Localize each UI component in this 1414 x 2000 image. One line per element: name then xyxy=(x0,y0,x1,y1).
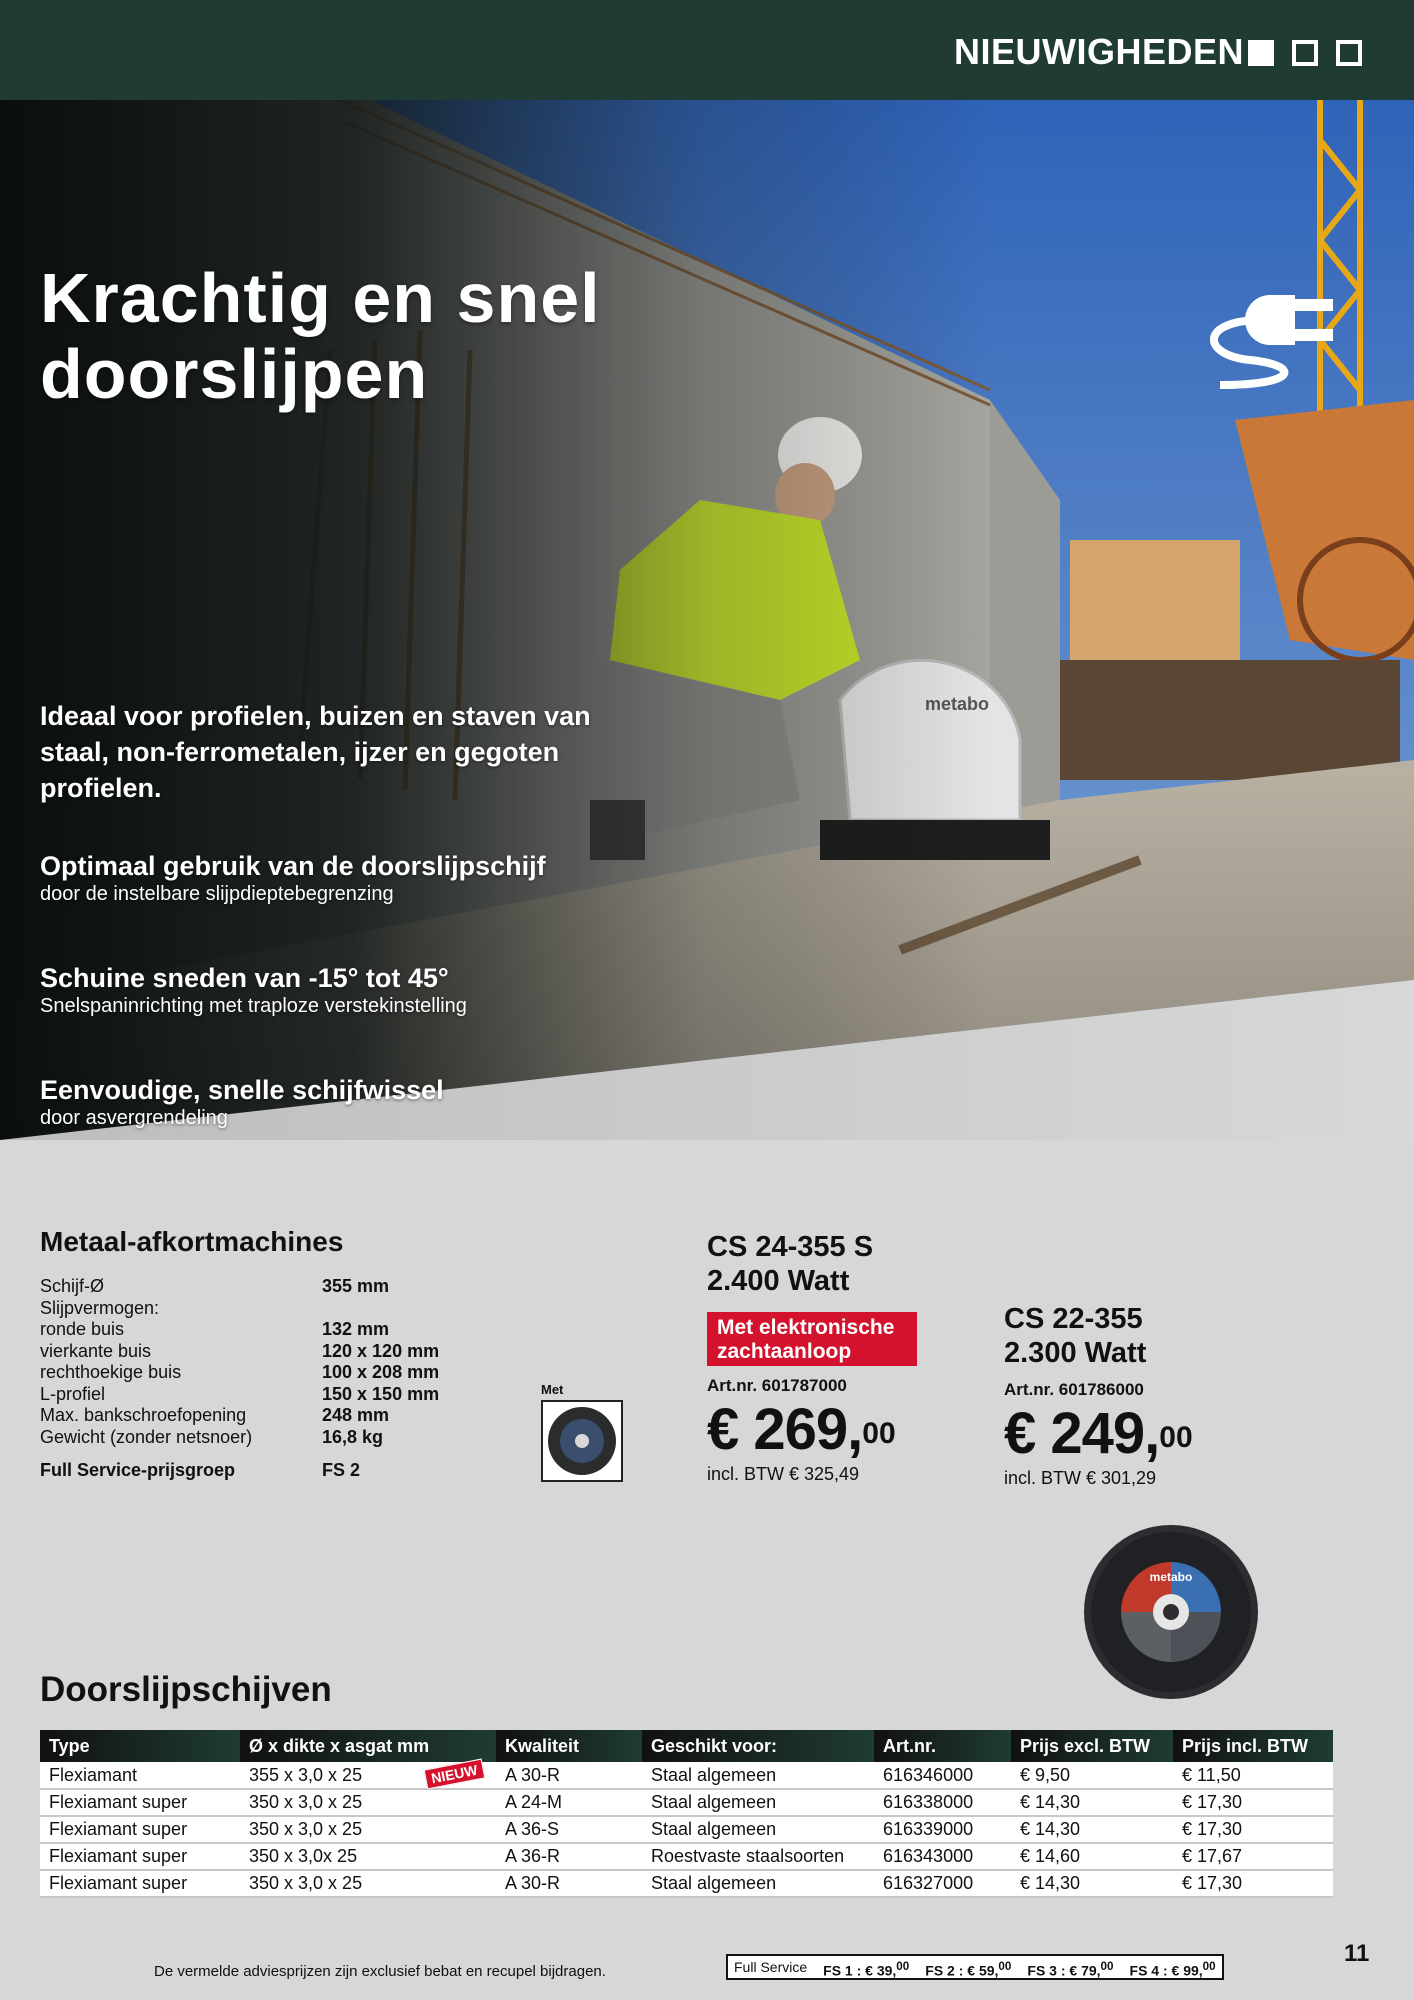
fs-group-label: FS 1 : € 39, xyxy=(823,1962,897,1979)
column-header-quality: Kwaliteit xyxy=(496,1730,642,1762)
spec-value: 248 mm xyxy=(322,1405,390,1425)
spec-label: Schijf-Ø xyxy=(40,1276,105,1296)
spec-label: ronde buis xyxy=(40,1319,125,1339)
spec-value: 100 x 208 mm xyxy=(322,1362,440,1382)
feature-subtitle: Snelspaninrichting met traploze verstekinstelling xyxy=(40,995,467,1017)
power-plug-icon xyxy=(1210,275,1345,390)
column-header-suitable-for: Geschikt voor: xyxy=(642,1730,874,1762)
spec-label: rechthoekige buis xyxy=(40,1362,182,1382)
new-badge: NIEUW xyxy=(424,1759,485,1790)
feature-title: Eenvoudige, snelle schijfwissel xyxy=(40,1075,444,1105)
feature-badge: Met elektronische zachtaanloop xyxy=(707,1312,917,1366)
cell-article: 616346000 xyxy=(874,1762,1011,1789)
price-main: € 249, xyxy=(1004,1401,1160,1466)
section-label: NIEUWIGHEDEN xyxy=(953,31,1244,72)
cutting-disc-image xyxy=(1082,1523,1260,1701)
price-incl-vat: incl. BTW € 325,49 xyxy=(707,1464,860,1484)
cell-quality: A 24-M xyxy=(496,1789,642,1816)
cell-article: 616338000 xyxy=(874,1789,1011,1816)
spec-value: FS 2 xyxy=(322,1460,361,1480)
price-cents: 00 xyxy=(1159,1421,1193,1454)
table-row xyxy=(40,1816,1333,1843)
cell-dimensions: 350 x 3,0 x 25 xyxy=(240,1789,496,1816)
fs-group xyxy=(823,1956,909,1978)
cell-price-excl: € 14,30 xyxy=(1011,1870,1173,1897)
cell-price-excl: € 14,30 xyxy=(1011,1789,1173,1816)
cell-dimensions: 350 x 3,0 x 25 xyxy=(240,1816,496,1843)
disc-section-title: Doorslijpschijven xyxy=(40,1670,332,1709)
column-header-type: Type xyxy=(40,1730,240,1762)
spec-label: Full Service-prijsgroep xyxy=(40,1460,236,1480)
cell-price-incl: € 17,30 xyxy=(1173,1789,1333,1816)
included-disc-image xyxy=(541,1400,623,1482)
feature-subtitle: door asvergrendeling xyxy=(40,1107,228,1129)
column-header-article: Art.nr. xyxy=(874,1730,1011,1762)
spec-label: Slijpvermogen: xyxy=(40,1297,160,1318)
cell-type: Flexiamant super xyxy=(40,1816,240,1843)
fs-group-cents: 00 xyxy=(998,1960,1012,1973)
hero-title: Krachtig en snel doorslijpen xyxy=(40,259,601,413)
hero-intro: Ideaal voor profielen, buizen en staven van staal, non-ferrometalen, ijzer en gegoten profielen. xyxy=(40,701,591,803)
cell-type: Flexiamant super xyxy=(40,1843,240,1870)
cell-suitable-for: Staal algemeen xyxy=(642,1816,874,1843)
cell-dimensions: 355 x 3,0 x 25 xyxy=(240,1762,496,1789)
spec-label: L-profiel xyxy=(40,1383,106,1404)
section-marker-empty xyxy=(1336,40,1362,66)
table-row xyxy=(40,1789,1333,1816)
fs-group-cents: 00 xyxy=(1100,1960,1114,1973)
cell-dimensions: 350 x 3,0 x 25 xyxy=(240,1870,496,1897)
cell-dimensions: 350 x 3,0x 25 xyxy=(240,1843,496,1870)
specs-title: Metaal-afkortmachines xyxy=(40,1226,344,1257)
cell-type: Flexiamant xyxy=(40,1762,240,1789)
header-bar xyxy=(0,0,1414,100)
product-wattage: 2.300 Watt xyxy=(1004,1337,1147,1369)
cell-suitable-for: Roestvaste staalsoorten xyxy=(642,1843,874,1870)
price xyxy=(707,1397,917,1462)
product-wattage: 2.400 Watt xyxy=(707,1265,850,1297)
cell-suitable-for: Staal algemeen xyxy=(642,1762,874,1789)
table-row xyxy=(40,1762,1333,1789)
cell-article: 616339000 xyxy=(874,1816,1011,1843)
cell-price-incl: € 11,50 xyxy=(1173,1762,1333,1789)
price xyxy=(1004,1401,1193,1466)
cell-quality: A 36-R xyxy=(496,1843,642,1870)
feature-miter-cuts xyxy=(40,962,467,1018)
cutting-disc-icon xyxy=(543,1402,621,1480)
feature-title: Schuine sneden van -15° tot 45° xyxy=(40,963,449,993)
cell-suitable-for: Staal algemeen xyxy=(642,1870,874,1897)
price-cents: 00 xyxy=(862,1417,896,1450)
cell-price-incl: € 17,30 xyxy=(1173,1816,1333,1843)
cell-article: 616343000 xyxy=(874,1843,1011,1870)
article-number: Art.nr. 601786000 xyxy=(1004,1380,1144,1399)
cell-price-excl: € 14,30 xyxy=(1011,1816,1173,1843)
price-incl-vat: incl. BTW € 301,29 xyxy=(1004,1468,1157,1488)
feature-subtitle: door de instelbare slijpdieptebegrenzing xyxy=(40,883,394,905)
price-main: € 269, xyxy=(707,1397,863,1462)
cell-article: 616327000 xyxy=(874,1870,1011,1897)
cell-price-incl: € 17,30 xyxy=(1173,1870,1333,1897)
table-header-row xyxy=(40,1730,1333,1762)
column-header-price-excl: Prijs excl. BTW xyxy=(1011,1730,1173,1762)
cell-type: Flexiamant super xyxy=(40,1789,240,1816)
cell-price-incl: € 17,67 xyxy=(1173,1843,1333,1870)
feature-title: Optimaal gebruik van de doorslijpschijf xyxy=(40,851,546,881)
spec-label: vierkante buis xyxy=(40,1340,152,1361)
disc-brand-text: metabo xyxy=(1149,1570,1193,1584)
fs-group-label: FS 3 : € 79, xyxy=(1027,1962,1101,1979)
cell-quality: A 30-R xyxy=(496,1762,642,1789)
spec-value: 132 mm xyxy=(322,1319,390,1339)
price-disclaimer: De vermelde adviesprijzen zijn exclusief bebat en recupel bijdragen. xyxy=(154,1963,606,1980)
fs-group-cents: 00 xyxy=(1202,1960,1216,1973)
hero-section xyxy=(0,100,1414,1140)
section-marker-filled xyxy=(1248,40,1274,66)
section-marker-empty xyxy=(1292,40,1318,66)
product-cs-24-355-s xyxy=(707,1230,917,1485)
spec-label: Max. bankschroefopening xyxy=(40,1405,247,1425)
cell-price-excl: € 9,50 xyxy=(1011,1762,1173,1789)
fs-group xyxy=(1027,1956,1113,1978)
fs-group-label: FS 4 : € 99, xyxy=(1129,1962,1203,1979)
article-number: Art.nr. 601787000 xyxy=(707,1376,847,1395)
cell-type: Flexiamant super xyxy=(40,1870,240,1897)
spec-label: Gewicht (zonder netsnoer) xyxy=(40,1426,253,1447)
feature-disc-usage xyxy=(40,850,546,906)
fs-group-label: FS 2 : € 59, xyxy=(925,1962,999,1979)
table-row xyxy=(40,1843,1333,1870)
spec-value: 150 x 150 mm xyxy=(322,1383,440,1404)
full-service-price-strip xyxy=(726,1954,1224,1980)
spec-value: 120 x 120 mm xyxy=(322,1340,440,1361)
fs-group-cents: 00 xyxy=(896,1960,910,1973)
fs-group xyxy=(1130,1956,1216,1978)
product-model: CS 22-355 xyxy=(1004,1303,1143,1335)
page-number: 11 xyxy=(1344,1940,1370,1967)
column-header-dimensions: Ø x dikte x asgat mm xyxy=(240,1730,496,1762)
feature-disc-change xyxy=(40,1074,444,1130)
fs-group xyxy=(925,1956,1011,1978)
fs-label: Full Service xyxy=(734,1959,808,1975)
included-label: Met xyxy=(541,1382,564,1397)
spec-value: 16,8 kg xyxy=(322,1426,384,1447)
disc-table xyxy=(40,1730,1333,1898)
cell-quality: A 36-S xyxy=(496,1816,642,1843)
column-header-price-incl: Prijs incl. BTW xyxy=(1173,1730,1333,1762)
cell-quality: A 30-R xyxy=(496,1870,642,1897)
cell-suitable-for: Staal algemeen xyxy=(642,1789,874,1816)
spec-value: 355 mm xyxy=(322,1276,390,1296)
product-model: CS 24-355 S xyxy=(707,1231,874,1263)
product-cs-22-355 xyxy=(1004,1302,1193,1489)
table-row xyxy=(40,1870,1333,1897)
cell-price-excl: € 14,60 xyxy=(1011,1843,1173,1870)
